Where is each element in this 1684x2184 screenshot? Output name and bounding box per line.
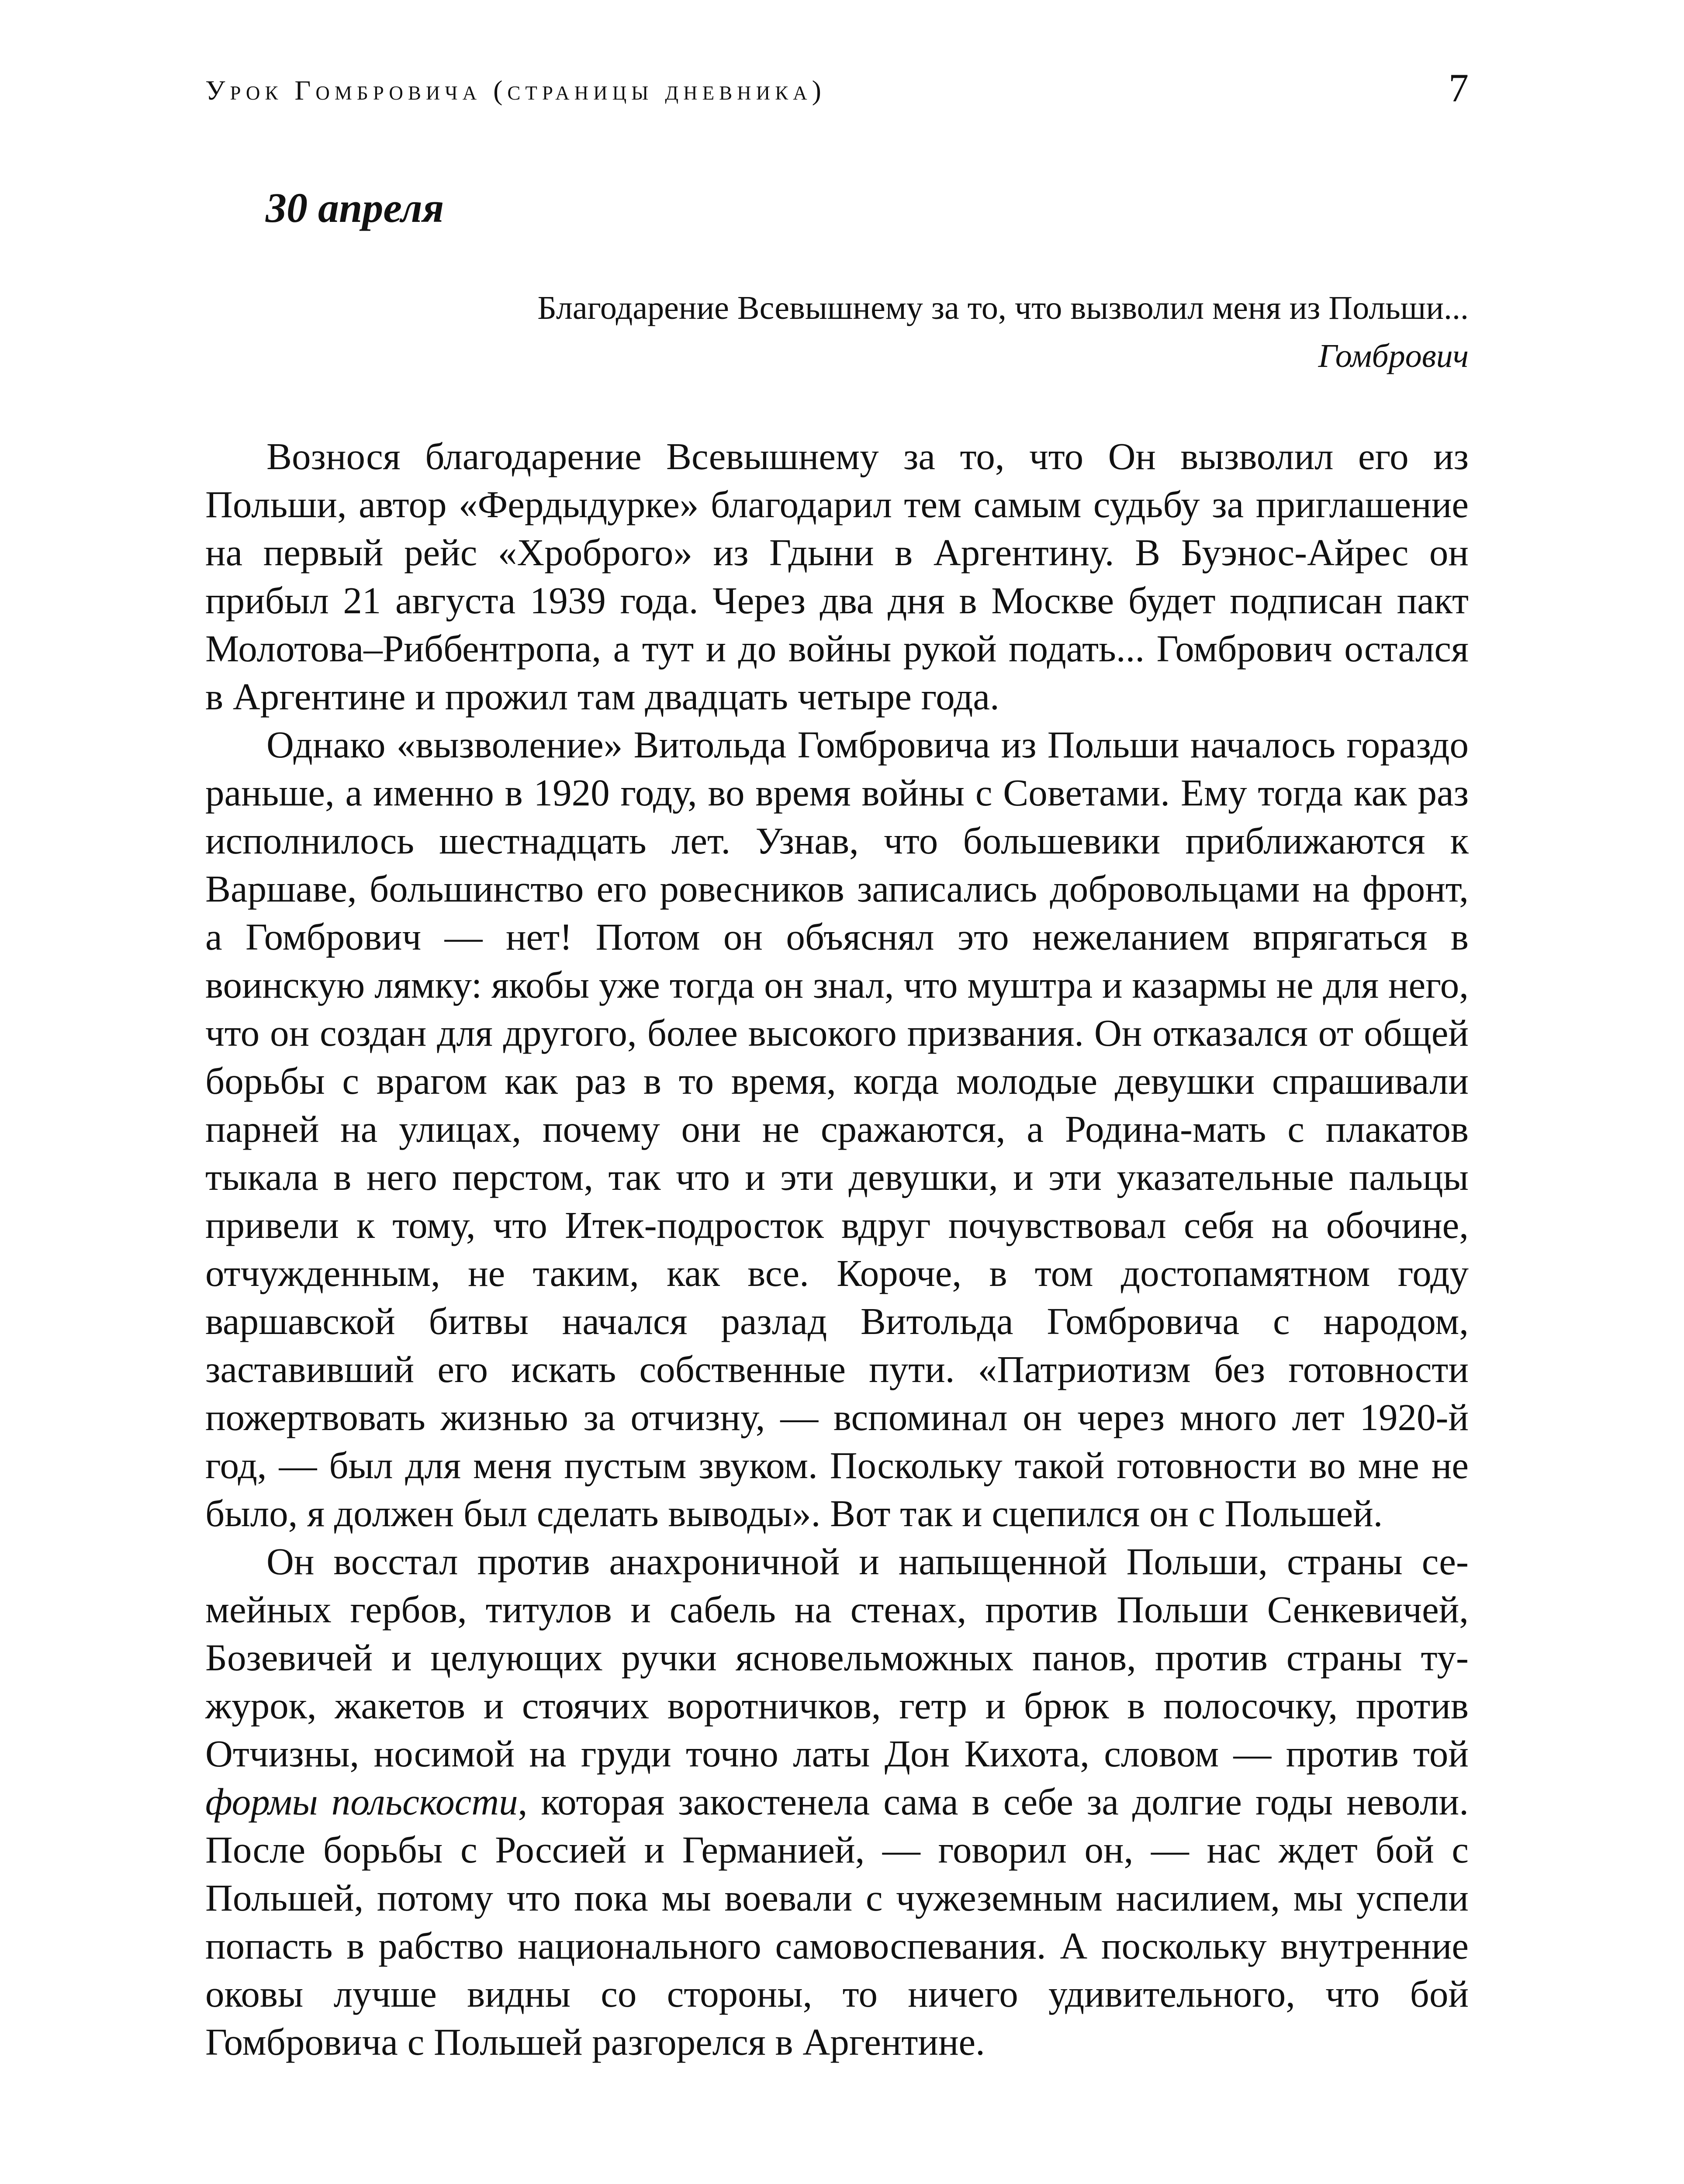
epigraph-text: Благодарение Всевышнему за то, что вызволил меня из Польши...: [537, 290, 1469, 326]
body-text: [205, 432, 1469, 2066]
entry-date-heading: 30 апреля: [266, 184, 444, 231]
paragraph: Вознося благодарение Всевышнему за то, что Он вызволил его из Польши, автор «Фердыдурке» благодарил тем самым судьбу за приглашение на первый рейс «Хроброго» из Гдыни в Аргентину. В Буэнос-Айрес он прибыл 21 августа 1939 года. Через два дня в Москве будет подписан пакт Молотова–Риббентропа, а тут и до войны рукой подать... Гомбрович остался в Аргентине и прожил там двадцать четыре года.: [205, 435, 1469, 718]
paragraph: [205, 1538, 1469, 2066]
running-title: Урок Гомбровича (страницы дневника): [205, 75, 826, 106]
paragraph-text: , которая закостенела сама в себе за долгие годы неволи. После борьбы с Россией и Германией, — говорил он, — нас ждет бой с Польшей, потому что пока мы воевали с чужеземным насилием, мы успели попасть в рабство национального самовоспевания. А поскольку внутренние оковы лучше видны со стороны, то ничего удивительного, что бой Гомбровича с Польшей разгорелся в Аргентине.: [205, 1780, 1469, 2063]
italic-phrase: формы польскости: [205, 1780, 518, 1823]
page-number: 7: [1449, 66, 1469, 110]
epigraph-author: Гомбрович: [1318, 338, 1469, 374]
paragraph: Однако «вызволение» Витольда Гомбровича из Польши началось гораздо раньше, а именно в 1920 году, во время войны с Советами. Ему тогда как раз исполнилось шестнадцать лет. Узнав, что большевики приближаются к Варшаве, большинство его ровесников записались добровольцами на фронт, а Гомбрович — нет! Потом он объяснял это нежеланием впрягаться в воинскую лямку: якобы уже тогда он знал, что муштра и казармы не для него, что он создан для другого, более высокого призвания. Он отказался от общей борьбы с врагом как раз в то время, когда молодые девушки спрашивали парней на улицах, почему они не сражаются, а Родина-мать с плакатов тыкала в него перстом, так что и эти девушки, и эти указательные пальцы привели к тому, что Итек-подросток вдруг почувствовал себя на обочине, отчужденным, не таким, как все. Короче, в том достопамятном году варшавской битвы начался разлад Витольда Гомбровича с народом, заставивший его искать собственные пути. «Патриотизм без готовности пожертвовать жизнью за отчизну, — вспоминал он через много лет 1920-й год, — был для меня пустым звуком. Поскольку такой готовности во мне не было, я должен был сделать выводы». Вот так и сцепился он с Польшей.: [205, 723, 1469, 1534]
epigraph: [333, 284, 1469, 380]
paragraph-text: Он восстал против анахроничной и напыщенной Польши, страны семейных гербов, титулов и сабель на стенах, против Польши Сенкевичей, Бозевичей и целующих ручки ясновельможных панов, против страны тужурок, жакетов и стоячих воротничков, гетр и брюк в полосочку, против Отчизны, носимой на груди точно латы Дон Кихота, словом — против той: [205, 1540, 1469, 1775]
